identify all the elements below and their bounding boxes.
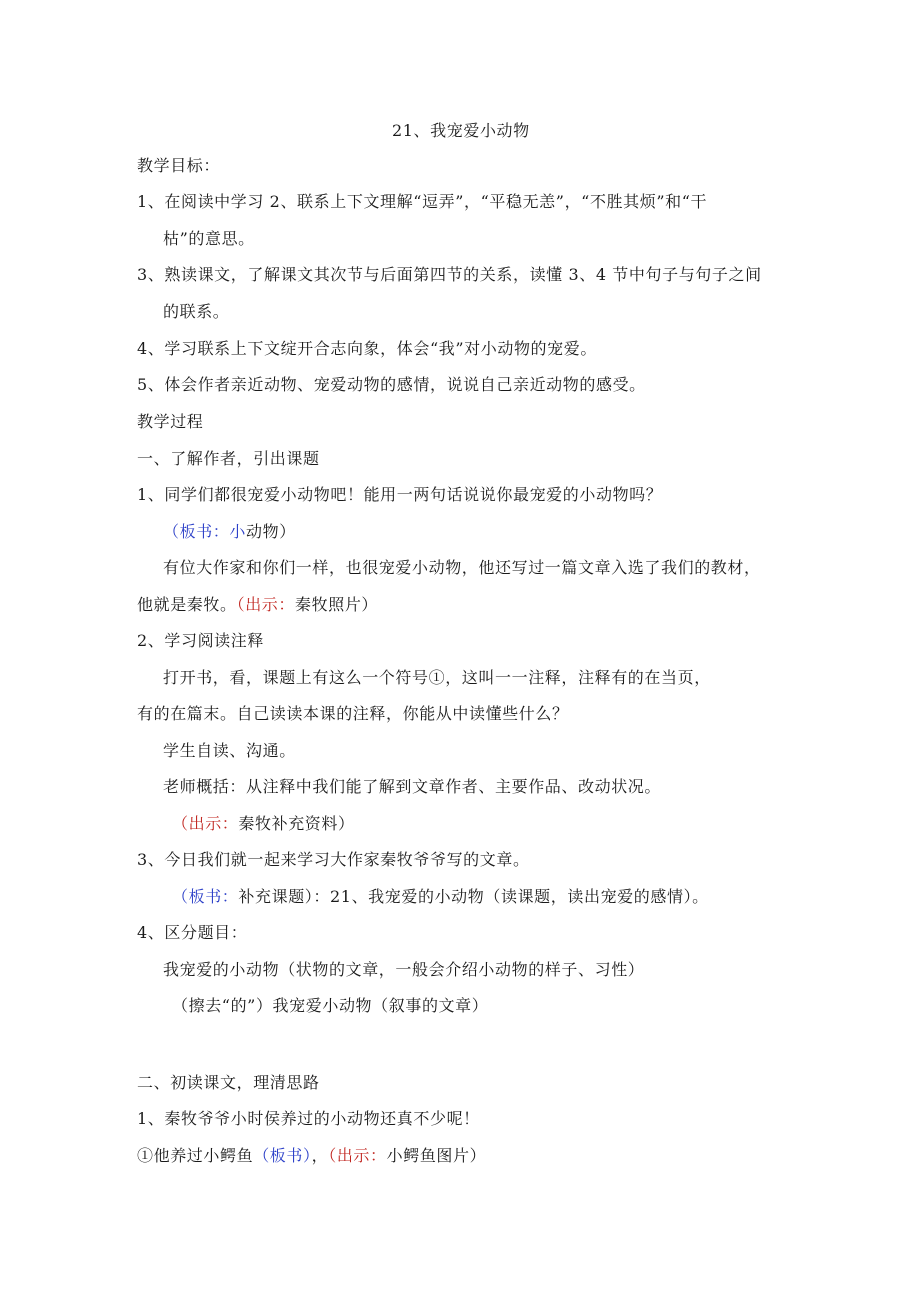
- sub-1-comma: ，: [311, 1146, 329, 1165]
- objectives-heading: 教学目标：: [137, 156, 221, 175]
- objective-item-1-line-2: 枯”的意思。: [163, 229, 255, 248]
- section-2-heading: 二、初读课文，理清思路: [137, 1073, 320, 1092]
- paragraph-1-line-2-text: 他就是秦牧。: [137, 595, 237, 614]
- section-1-question-1: 1、同学们都很宠爱小动物吧！能用一两句话说说你最宠爱的小动物吗？: [137, 485, 663, 504]
- board-note-1: [163, 521, 296, 543]
- board-highlight-char: 小: [229, 522, 247, 541]
- board-label-4: （板书）: [253, 1146, 312, 1165]
- objective-item-3-line-1: 3、熟读课文，了解课文其次节与后面第四节的关系，读懂 3、4 节中句子与句子之间: [137, 265, 762, 284]
- section-1-question-4: 4、区分题目：: [137, 923, 248, 942]
- show-item-material: 秦牧补充资料）: [238, 814, 355, 833]
- section-1-heading: 一、了解作者，引出课题: [137, 449, 320, 468]
- show-item-crocodile: 小鳄鱼图片）: [386, 1146, 487, 1165]
- show-label-2: （出示：: [172, 814, 239, 833]
- paragraph-1-line-2: [137, 594, 378, 616]
- title-compare-1: 我宠爱的小动物（状物的文章，一般会介绍小动物的样子、习性）: [163, 960, 645, 979]
- process-heading: 教学过程: [137, 412, 204, 431]
- objective-item-3-line-2: 的联系。: [163, 302, 230, 321]
- objective-item-4: 4、学习联系上下文绽开合志向象，体会“我”对小动物的宠爱。: [137, 339, 597, 358]
- show-note-2: [172, 813, 355, 835]
- document-title: 21、我宠爱小动物: [392, 121, 530, 140]
- paragraph-2-line-1: 打开书，看，课题上有这么一个符号①，这叫一一注释，注释有的在当页，: [163, 668, 711, 687]
- teacher-summary: 老师概括：从注释中我们能了解到文章作者、主要作品、改动状况。: [163, 777, 662, 796]
- show-label-3: （出示：: [328, 1146, 387, 1165]
- section-1-question-2: 2、学习阅读注释: [137, 631, 264, 650]
- paragraph-2-line-2: 有的在篇末。自己读读本课的注释，你能从中读懂些什么？: [137, 704, 569, 723]
- objective-item-1-line-1: 1、在阅读中学习 2、联系上下文理解“逗弄”，“平稳无恙”，“不胜其烦”和“干: [137, 192, 708, 211]
- board-note-1-rest: 动物）: [246, 522, 296, 541]
- objective-item-5: 5、体会作者亲近动物、宠爱动物的感情，说说自己亲近动物的感受。: [137, 375, 646, 394]
- sub-1-text: ①他养过小鳄鱼: [137, 1146, 254, 1165]
- section-2-sub-1: [137, 1145, 486, 1167]
- board-note-3: [172, 886, 709, 908]
- students-activity: 学生自读、沟通。: [163, 741, 296, 760]
- board-note-3-rest: 补充课题）：21、我宠爱的小动物（读课题，读出宠爱的感情）。: [238, 887, 709, 906]
- show-item-photo: 秦牧照片）: [295, 595, 379, 614]
- show-label: （出示：: [236, 595, 296, 614]
- board-label: （板书：: [163, 522, 230, 541]
- section-2-question-1: 1、秦牧爷爷小时侯养过的小动物还真不少呢！: [137, 1109, 480, 1128]
- section-1-question-3: 3、今日我们就一起来学习大作家秦牧爷爷写的文章。: [137, 850, 530, 869]
- paragraph-1-line-1: 有位大作家和你们一样，也很宠爱小动物，他还写过一篇文章入选了我们的教材，: [163, 558, 761, 577]
- title-compare-2: （擦去“的”）我宠爱小动物（叙事的文章）: [172, 996, 489, 1015]
- board-label-3: （板书：: [172, 887, 239, 906]
